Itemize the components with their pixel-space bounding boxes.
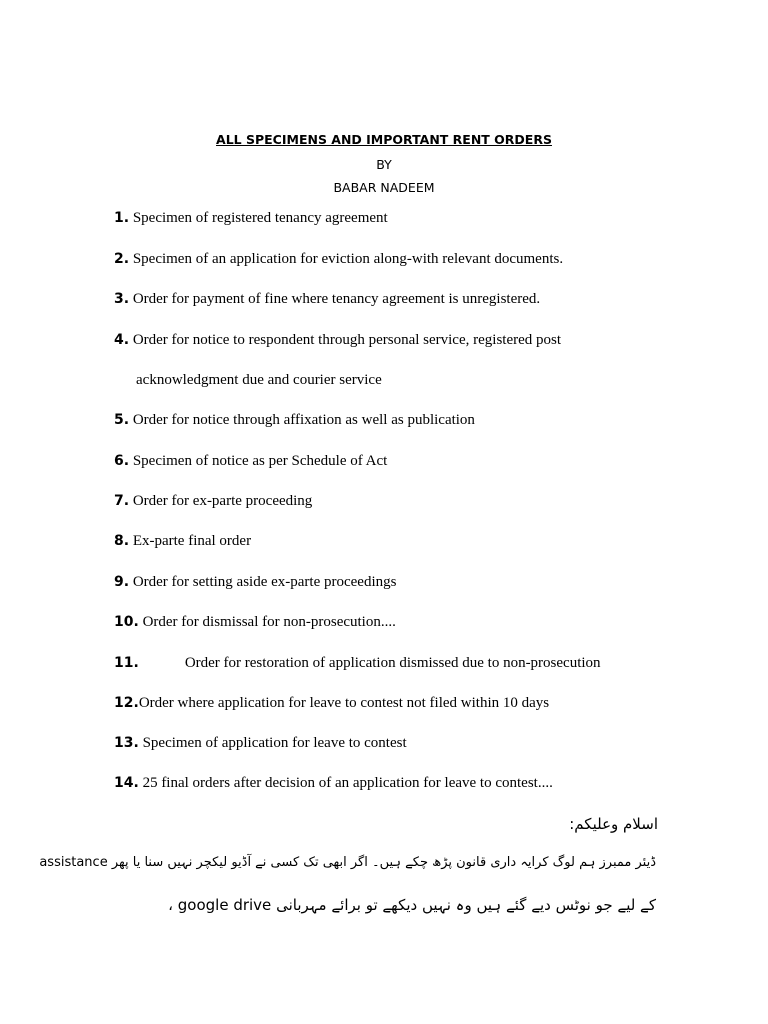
urdu-line-1: ڈیئر ممبرز ہم لوگ کرایہ داری قانون پڑھ چکے ہیں۔ اگر ابھی تک کسی نے آڈیو لیکچر نہیں سنا یا پھر assistance (39, 855, 656, 870)
document-title: ALL SPECIMENS AND IMPORTANT RENT ORDERS (216, 132, 552, 147)
list-item: 8. Ex-parte final order (114, 533, 252, 549)
urdu-greeting: اسلام وعلیکم: (569, 815, 658, 833)
list-item: 6. Specimen of notice as per Schedule of Act (114, 453, 388, 469)
list-item: 11. Order for restoration of application dismissed due to non-prosecution (114, 655, 601, 671)
list-item: 7. Order for ex-parte proceeding (114, 493, 313, 509)
list-item: 1. Specimen of registered tenancy agreement (114, 210, 388, 226)
list-item: 4. Order for notice to respondent through personal service, registered post (114, 332, 562, 348)
list-item: 9. Order for setting aside ex-parte proceedings (114, 574, 397, 590)
list-item-continuation: acknowledgment due and courier service (136, 372, 382, 388)
list-item: 3. Order for payment of fine where tenancy agreement is unregistered. (114, 291, 541, 307)
list-item: 12.Order where application for leave to contest not filed within 10 days (114, 695, 550, 711)
list-item: 2. Specimen of an application for eviction along-with relevant documents. (114, 251, 564, 267)
list-item: 13. Specimen of application for leave to contest (114, 735, 407, 751)
author-name: BABAR NADEEM (333, 180, 435, 195)
list-item: 14. 25 final orders after decision of an application for leave to contest.... (114, 775, 553, 791)
list-item: 10. Order for dismissal for non-prosecution.... (114, 614, 396, 630)
urdu-line-2: کے لیے جو نوٹس دیے گئے ہیں وہ نہیں دیکھے تو برائے مہربانی google drive ، (168, 896, 656, 914)
by-line: BY (376, 157, 392, 172)
list-item: 5. Order for notice through affixation as well as publication (114, 412, 475, 428)
